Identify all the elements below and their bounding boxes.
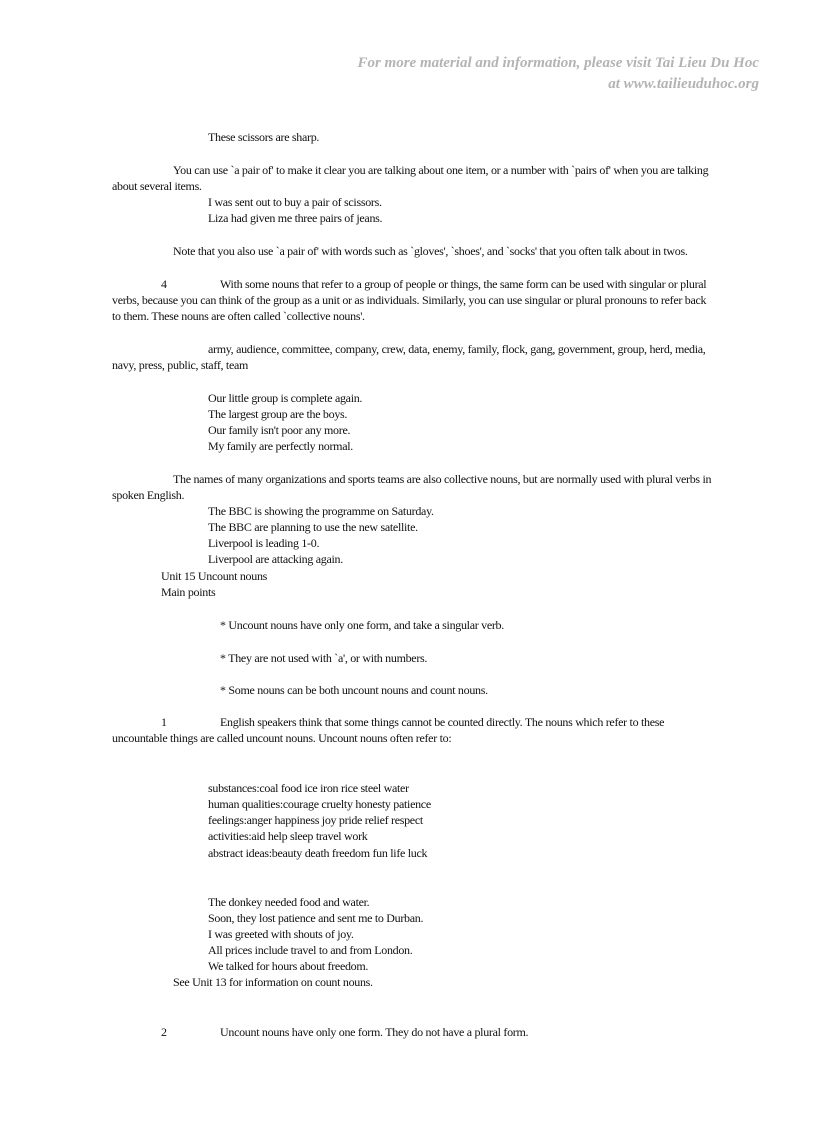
cross-reference: See Unit 13 for information on count nouns. bbox=[173, 975, 373, 989]
section-number: 2 bbox=[161, 1025, 167, 1039]
example-sentence: I was sent out to buy a pair of scissors. bbox=[208, 195, 382, 209]
example-sentence: Our little group is complete again. bbox=[208, 391, 363, 405]
category-line: human qualities:courage cruelty honesty patience bbox=[208, 797, 431, 811]
section-number: 4 bbox=[161, 277, 167, 291]
example-sentence: Liverpool is leading 1-0. bbox=[208, 536, 320, 550]
unit-title: Unit 15 Uncount nouns bbox=[161, 569, 268, 583]
example-sentence: Liverpool are attacking again. bbox=[208, 552, 343, 566]
example-sentence: Soon, they lost patience and sent me to Durban. bbox=[208, 911, 424, 925]
paragraph-line: English speakers think that some things cannot be counted directly. The nouns which refer to these bbox=[220, 715, 665, 729]
paragraph-line: to them. These nouns are often called `collective nouns'. bbox=[112, 309, 365, 323]
paragraph-line: With some nouns that refer to a group of people or things, the same form can be used with singular or plural bbox=[220, 277, 707, 291]
example-sentence: Our family isn't poor any more. bbox=[208, 423, 351, 437]
paragraph-line: You can use `a pair of' to make it clear you are talking about one item, or a number with `pairs of' when you are talking bbox=[173, 163, 709, 177]
example-sentence: The donkey needed food and water. bbox=[208, 895, 370, 909]
bullet-point: * Some nouns can be both uncount nouns and count nouns. bbox=[220, 683, 488, 697]
main-points-heading: Main points bbox=[161, 585, 216, 599]
noun-list-line: navy, press, public, staff, team bbox=[112, 358, 249, 372]
example-sentence: I was greeted with shouts of joy. bbox=[208, 927, 354, 941]
paragraph-line: verbs, because you can think of the group as a unit or as individuals. Similarly, you can use singular or plural pronouns to refer back bbox=[112, 293, 707, 307]
category-line: abstract ideas:beauty death freedom fun life luck bbox=[208, 846, 428, 860]
example-sentence: These scissors are sharp. bbox=[208, 130, 320, 144]
example-sentence: The largest group are the boys. bbox=[208, 407, 348, 421]
paragraph-line: uncountable things are called uncount nouns. Uncount nouns often refer to: bbox=[112, 731, 452, 745]
example-sentence: My family are perfectly normal. bbox=[208, 439, 353, 453]
example-sentence: Liza had given me three pairs of jeans. bbox=[208, 211, 383, 225]
section-number: 1 bbox=[161, 715, 167, 729]
paragraph-line: Uncount nouns have only one form. They do not have a plural form. bbox=[220, 1025, 529, 1039]
category-line: activities:aid help sleep travel work bbox=[208, 829, 368, 843]
category-line: feelings:anger happiness joy pride relief respect bbox=[208, 813, 423, 827]
example-sentence: The BBC are planning to use the new satellite. bbox=[208, 520, 418, 534]
paragraph-line: The names of many organizations and sports teams are also collective nouns, but are normally used with plural verbs in bbox=[173, 472, 712, 486]
bullet-point: * Uncount nouns have only one form, and take a singular verb. bbox=[220, 618, 504, 632]
paragraph-line: Note that you also use `a pair of' with words such as `gloves', `shoes', and `socks' that you often talk about in twos. bbox=[173, 244, 688, 258]
category-line: substances:coal food ice iron rice steel water bbox=[208, 781, 409, 795]
bullet-point: * They are not used with `a', or with numbers. bbox=[220, 651, 428, 665]
page-header bbox=[357, 53, 759, 95]
header-line-1: For more material and information, please visit Tai Lieu Du Hoc bbox=[357, 55, 759, 71]
noun-list-line: army, audience, committee, company, crew, data, enemy, family, flock, gang, government, group, herd, media, bbox=[208, 342, 706, 356]
example-sentence: The BBC is showing the programme on Saturday. bbox=[208, 504, 434, 518]
example-sentence: All prices include travel to and from London. bbox=[208, 943, 413, 957]
header-line-2: at www.tailieuduhoc.org bbox=[608, 76, 759, 92]
example-sentence: We talked for hours about freedom. bbox=[208, 959, 369, 973]
paragraph-line: about several items. bbox=[112, 179, 202, 193]
paragraph-line: spoken English. bbox=[112, 488, 185, 502]
